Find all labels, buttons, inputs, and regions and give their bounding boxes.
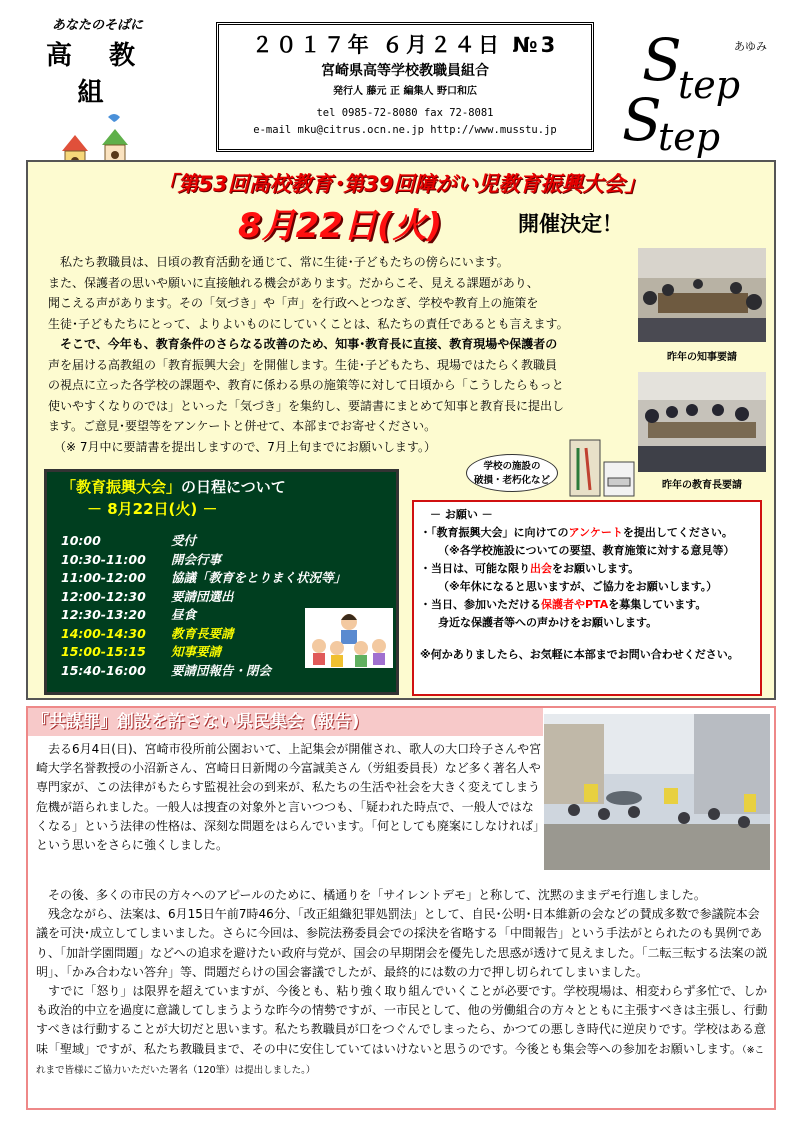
facility-note-bubble: 学校の施設の 破損・老朽化など xyxy=(466,454,558,492)
convention-title: 「第53回高校教育･第39回障がい児教育振興大会」 xyxy=(156,172,646,196)
convention-date: 8月22日(火) xyxy=(238,206,443,246)
request-line: ・当日は、可能な限り出会をお願いします。 xyxy=(420,562,640,575)
schedule-date: － 8月22日(火) － xyxy=(87,500,218,518)
issue-date: ２０１７年 ６月２４日 №3 xyxy=(251,33,559,57)
request-title: － お願い － xyxy=(430,508,493,521)
schedule-row: 10:30-11:00 開会行事 xyxy=(61,551,222,567)
svg-text:tep: tep xyxy=(678,63,741,107)
request-line: ・当日、参加いただける保護者やPTAを募集しています。 xyxy=(420,598,707,611)
union-short-name: 高 教 組 xyxy=(45,41,150,108)
schedule-row: 15:00-15:15 知事要請 xyxy=(61,644,222,659)
step-step-logo xyxy=(612,18,784,158)
union-logo xyxy=(30,14,165,144)
schedule-row: 10:00 受付 xyxy=(61,533,197,548)
masthead xyxy=(216,22,594,152)
schedule-row: 12:00-12:30 要請団選出 xyxy=(61,588,234,604)
svg-text:tep: tep xyxy=(658,115,721,158)
tagline: あなたのそばに xyxy=(51,18,143,33)
request-line: （※年休になると思いますが、ご協力をお願いします。） xyxy=(438,580,718,593)
rally-report-section xyxy=(26,706,776,1110)
body-line: 声を届ける高教組の「教育振興大会」を開催します。生徒･子どもたち、現場ではたらく教職員 xyxy=(48,357,558,372)
superintendent-caption: 昨年の教育長要請 xyxy=(662,480,742,491)
body-line: また、保護者の思いや願いに直接触れる機会があります。だからこそ、見える課題があり、 xyxy=(48,275,539,290)
publisher-line: 発行人 藤元 正 編集人 野口和広 xyxy=(333,86,477,97)
cabinet-illustration xyxy=(568,434,638,499)
superintendent-meeting-photo xyxy=(638,372,766,472)
body-line: の視点に立った各学校の課題や、教育に係わる県の施策等に対して日頃から「こうしたらもっと xyxy=(48,378,564,392)
convention-body xyxy=(48,252,648,457)
schedule-row: 11:00-12:00 協議「教育をとりまく状況等」 xyxy=(61,570,347,585)
rally-march-photo xyxy=(544,714,770,870)
body-line: 私たち教職員は、日頃の教育活動を通じて、常に生徒･子どもたちの傍らにいます。 xyxy=(60,255,509,269)
email-url: e-mail mku@citrus.ocn.ne.jp http://www.musstu.jp xyxy=(253,124,557,136)
request-line: ・「教育振興大会」に向けてのアンケートを提出してください。 xyxy=(420,526,733,539)
schedule-box xyxy=(44,469,399,695)
rally-report-intro: 去る6月4日(日)、宮崎市役所前公園おいて、上記集会が開催され、歌人の大口玲子さんや宮崎大学名誉教授の小沼新さん、宮崎日日新聞の今富誠美さん（労組委員長）など多く著名人や専門家が、この法律がもたらす監視社会の到来が、私たちの生活や社会を大きく変えてしまう危機が語られました。一般人は捜査の対象外と言いつつも、「疑われた時点で、一般人ではなくなる」という法律の性格は、深刻な問題をはらんでいます。「何としても廃案にしなければ」という思いをさらに強くしました。 xyxy=(36,742,542,853)
body-line: そこで、今年も、教育条件のさらなる改善のため、知事･教育長に直接、教育現場や保護者の xyxy=(60,337,558,351)
governor-caption: 昨年の知事要請 xyxy=(667,352,737,363)
request-line: 身近な保護者等への声かけをお願いします。 xyxy=(438,616,658,629)
body-line: ます。ご意見･要望等をアンケートと併せて、本部までお寄せください。 xyxy=(48,419,437,433)
request-box xyxy=(412,500,762,696)
svg-text:S: S xyxy=(622,86,662,154)
request-line: （※各学校施設についての要望、教育施策に対する意見等） xyxy=(438,544,735,557)
decided-label: 開催決定！ xyxy=(518,212,623,236)
children-illustration xyxy=(305,608,393,668)
rally-report-title: 『共謀罪』創設を許さない県民集会 (報告) xyxy=(28,708,543,736)
logo-ruby: あゆみ xyxy=(734,40,767,53)
convention-section xyxy=(26,160,776,700)
svg-text:S: S xyxy=(642,26,682,94)
schedule-row: 15:40-16:00 要請団報告・閉会 xyxy=(61,662,272,678)
schedule-list xyxy=(61,532,346,680)
rally-report-body: その後、多くの市民の方々へのアピールのために、橘通りを「サイレントデモ」と称して、沈黙のままデモ行進しました。 残念ながら、法案は、6月15日午前7時46分、「改正組織犯罪処罰法」として、自民･公明･日本維新の会などの賛成多数で参議院本会議を可決･成立してしまいました。さらに今回は、参院法務委員会での採決を省略する「中間報告」という手法がとられたのも異例であり、「加計学園問題」などへの追求を避けたい政府与党が、国会の早期閉会を優先した思惑が透けて見えました。「二転三転する法案の説明」、「かみ合わない答弁」等、問題だらけの国会審議でしたが、最終的には数の力で押し切られてしまいました。 すでに「怒り」は限界を超えていますが、今後とも、粘り強く取り組んでいくことが必要です。学校現場は、相変わらず多忙で、しかも政治的中立を過度に意識してしまうような昨今の情勢ですが、一市民として、他の労働組合の方々とともに主張すべきは主張し、行動すべきは行動することが大切だと思います。私たち教職員が口をつぐんでしまったら、かつての悪しき時代に逆戻りです。学校はある意味「聖域」ですが、私たち教職員まで、その中に安住していてはいけないと思うのです。今後とも集会等への参加をお願いします。（※これまで皆様にご協力いただいた署名（120筆）は提出しました。） xyxy=(36,888,768,1076)
body-line: 生徒･子どもたちにとって、よりよいものにしていくことは、私たちの責任であるとも言えます。 xyxy=(48,316,569,331)
schedule-row: 12:30-13:20 昼食 xyxy=(61,607,197,622)
body-line: 使いやすくなりのでは」といった「気づき」を集約し、要請書にまとめて知事と教育長に提出し xyxy=(48,398,565,413)
phone-fax: tel 0985-72-8080 fax 72-8081 xyxy=(316,107,494,119)
body-line: 聞こえる声があります。その「気づき」や「声」を行政へとつなぎ、学校や教育上の施策を xyxy=(48,296,539,310)
org-name: 宮崎県高等学校教職員組合 xyxy=(321,63,489,79)
schedule-row: 14:00-14:30 教育長要請 xyxy=(61,625,234,641)
body-line: （※ 7月中に要請書を提出しますので、7月上旬までにお願いします。） xyxy=(54,439,436,454)
request-footer: ※何かありましたら、お気軽に本部までお問い合わせください。 xyxy=(420,648,739,661)
governor-meeting-photo xyxy=(638,248,766,342)
schedule-heading: 「教育振興大会」の日程について xyxy=(61,478,286,496)
